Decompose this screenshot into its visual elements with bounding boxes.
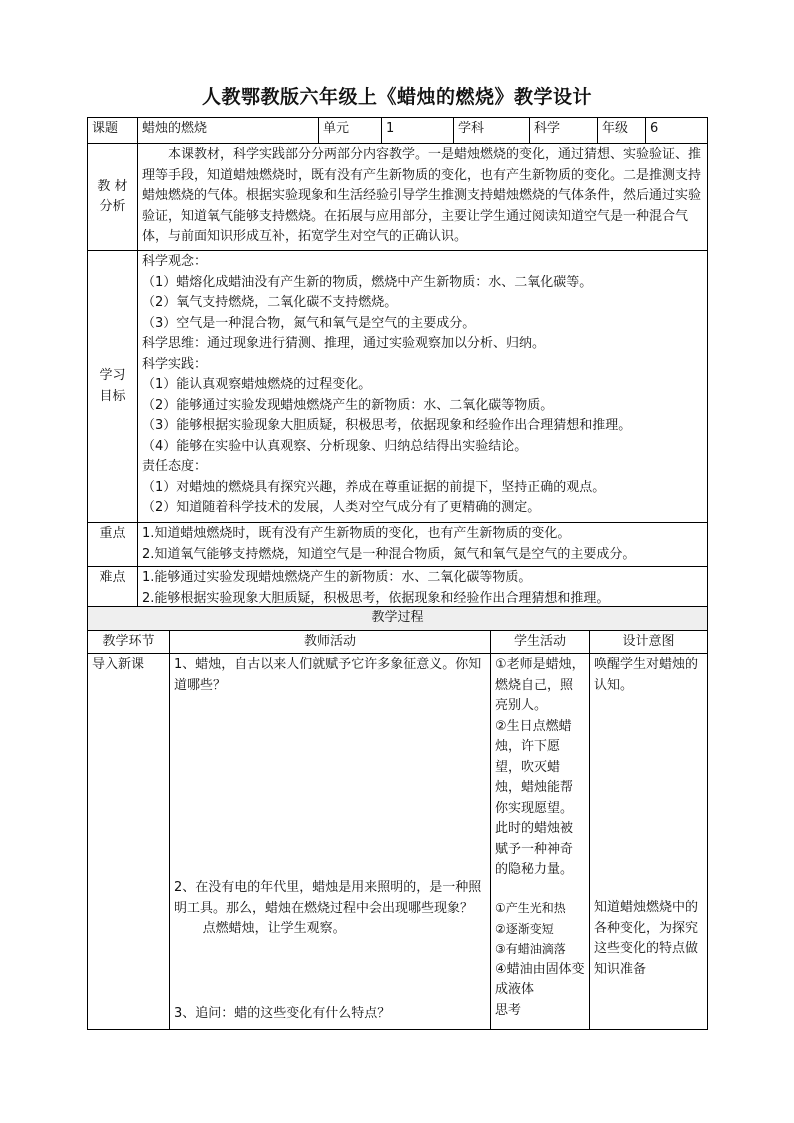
teacher-step-1: 1、蜡烛，自古以来人们就赋予它许多象征意义。你知道哪些？ [174,657,482,693]
column-header: 教学环节 [88,630,170,654]
unit-label: 单元 [319,118,382,144]
objective-line: （2）氧气支持燃烧，二氧化碳不支持燃烧。 [142,295,398,310]
key-point-line: 1.知道蜡烛燃烧时，既有没有产生新物质的变化，也有产生新物质的变化。 [142,526,571,541]
course-row [88,118,708,144]
key-points-content [138,523,708,567]
student-answer-2-item: ③有蜡油滴落 [495,942,566,956]
objective-line: （3）空气是一种混合物，氮气和氧气是空气的主要成分。 [142,315,476,331]
grade-value: 6 [646,118,708,144]
objective-line: 科学实践： [142,356,208,372]
teacher-step-3: 3、追问：蜡的这些变化有什么特点？ [174,1006,391,1021]
difficulties-label: 难点 [88,567,138,611]
objective-line: （2）知道随着科学技术的发展，人类对空气成分有了更精确的测定。 [142,500,541,515]
teacher-step-2-block [174,878,486,940]
analysis-label-line-1: 教 材 [97,178,128,194]
process-row [88,654,708,1030]
student-answer-2-item: ④蜡油由固体变成液体 [495,961,585,997]
analysis-row [88,144,708,251]
column-header: 设计意图 [590,630,708,654]
student-activity [491,654,590,1030]
student-answer-1a: ①老师是蜡烛，燃烧自己，照亮别人。 [495,657,585,713]
student-answer-1b: ②生日点燃蜡烛，许下愿望，吹灭蜡烛，蜡烛能帮你实现愿望。此时的蜡烛被赋予一种神奇的隐秘力量。 [495,718,574,877]
document-title: 人教鄂教版六年级上《蜡烛的燃烧》教学设计 [201,86,592,108]
process-table [87,606,708,1030]
objective-line: （2）能够通过实验发现蜡烛燃烧产生的新物质：水、二氧化碳等物质。 [142,397,554,413]
course-value: 蜡烛的燃烧 [138,118,319,144]
analysis-label-line-2: 分析 [99,199,126,214]
teacher-activity [170,654,491,1030]
info-table [87,117,708,611]
difficulties-content [138,567,708,611]
difficulties-row [88,567,708,611]
process-header-row [88,607,708,631]
column-header: 学生活动 [491,630,590,654]
objectives-content [138,251,708,523]
difficulty-line: 1.能够通过实验发现蜡烛燃烧产生的新物质：水、二氧化碳等物质。 [142,570,532,585]
student-answer-2-item: ②逐渐变短 [495,921,554,936]
process-header: 教学过程 [88,607,708,631]
student-answers-2 [495,898,585,1021]
teacher-step-2: 2、在没有电的年代里，蜡烛是用来照明的，是一种照明工具。那么，蜡烛在燃烧过程中会出现哪些现象？ [174,880,482,916]
objective-line: （1）能认真观察蜡烛燃烧的过程变化。 [142,377,372,392]
process-columns-row [88,630,708,654]
intent-2: 知道蜡烛燃烧中的各种变化，为探究这些变化的特点做知识准备 [594,900,699,977]
objective-line: 责任态度： [142,459,208,474]
subject-value: 科学 [530,118,598,144]
objectives-label-line-2: 目标 [99,388,126,404]
objectives-label [88,251,138,523]
key-point-line: 2.知道氧气能够支持燃烧，知道空气是一种混合物质，氮气和氧气是空气的主要成分。 [142,546,636,562]
analysis-text: 本课教材，科学实践部分分两部分内容教学。一是蜡烛燃烧的变化，通过猜想、实验验证、推理等手段，知道蜡烛燃烧时，既有没有产生新物质的变化，也有产生新物质的变化。二是推测支持蜡烛燃烧的气体。根据实验现象和生活经验引导学生推测支持蜡烛燃烧的气体条件，然后通过实验验证，知道氧气能够支持燃烧。在拓展与应用部分，主要让学生通过阅读知道空气是一种混合气体，与前面知识形成互补，拓宽学生对空气的正确认识。 [138,144,708,251]
stage-label: 导入新课 [88,654,170,1030]
subject-label: 学科 [454,118,530,144]
objective-line: （1）蜡熔化成蜡油没有产生新的物质，燃烧中产生新物质：水、二氧化碳等。 [142,274,593,290]
difficulty-line: 2.能够根据实验现象大胆质疑，积极思考，依据现象和经验作出合理猜想和推理。 [142,590,610,606]
objective-line: （4）能够在实验中认真观察、分析现象、归纳总结得出实验结论。 [142,438,528,454]
objective-line: （3）能够根据实验现象大胆质疑，积极思考，依据现象和经验作出合理猜想和推理。 [142,418,632,433]
objectives-label-line-1: 学习 [99,368,126,383]
analysis-label [88,144,138,251]
design-intent [590,654,708,1030]
student-answer-2-item: ①产生光和热 [495,901,566,915]
objective-line: 科学观念： [142,254,208,269]
objective-line: （1）对蜡烛的燃烧具有探究兴趣，养成在尊重证据的前提下，坚持正确的观点。 [142,479,606,495]
unit-value: 1 [382,118,454,144]
objectives-row [88,251,708,523]
grade-label: 年级 [598,118,646,144]
course-label: 课题 [88,118,138,144]
teacher-step-2-action: 点燃蜡烛，让学生观察。 [202,921,346,936]
objective-line: 科学思维：通过现象进行猜测、推理，通过实验观察加以分析、归纳。 [142,336,546,351]
column-header: 教师活动 [170,630,491,654]
intent-1: 唤醒学生对蜡烛的认知。 [594,657,699,693]
key-points-label: 重点 [88,523,138,567]
key-points-row [88,523,708,567]
student-answer-3: 思考 [495,1002,522,1018]
